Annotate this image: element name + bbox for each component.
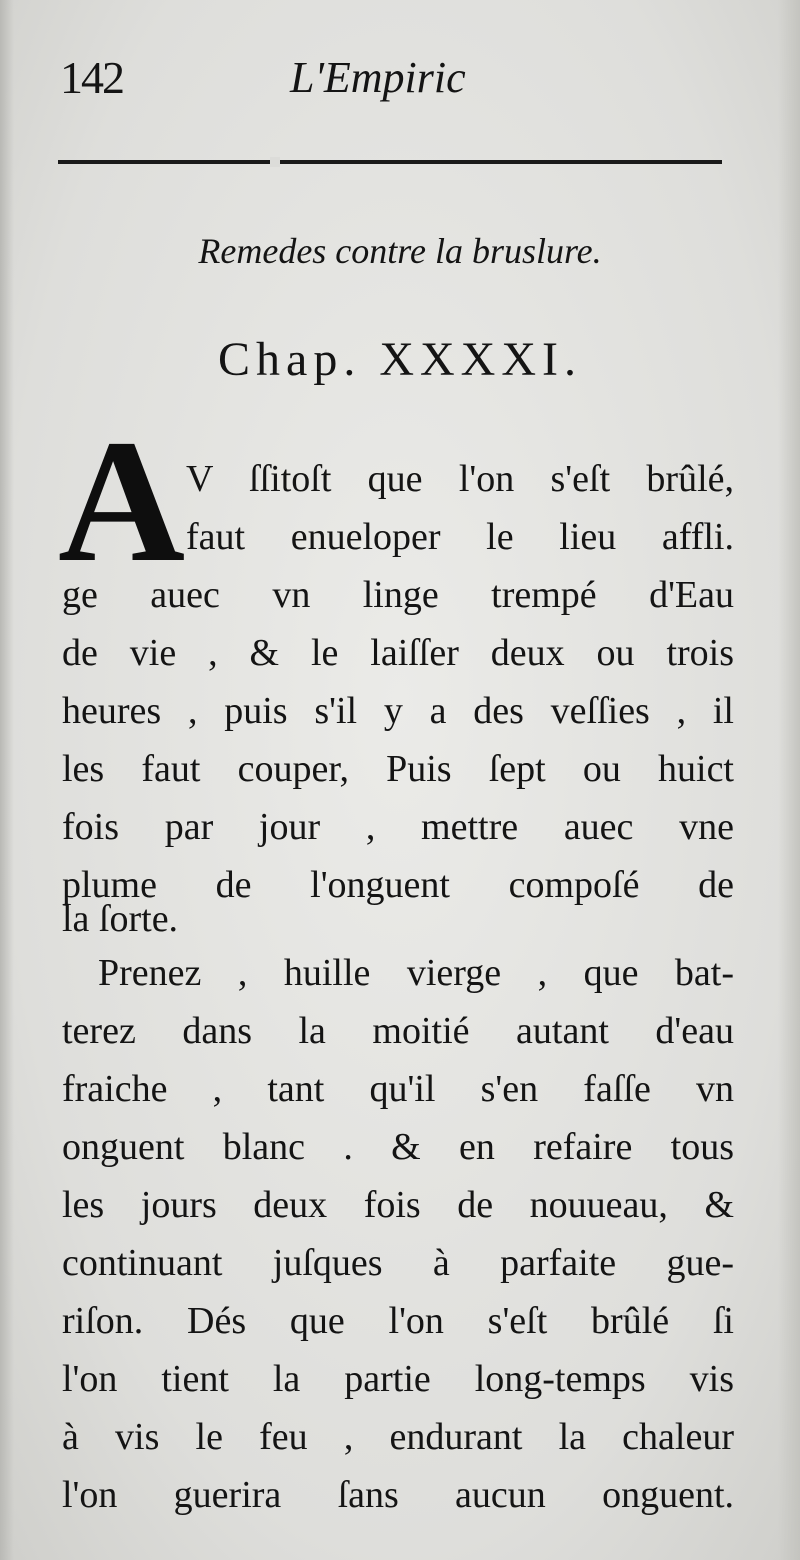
- text-line: à vis le feu , endurant la chaleur: [62, 1416, 734, 1458]
- text-line: faut enueloper le lieu affli.: [186, 516, 734, 558]
- text-line: plume de l'onguent compoſé de: [62, 864, 734, 906]
- header-rule: [58, 160, 722, 164]
- drop-cap: A: [58, 404, 186, 599]
- text-line: riſon. Dés que l'on s'eſt brûlé ſi: [62, 1300, 734, 1342]
- text-line: Prenez , huille vierge , que bat-: [98, 952, 734, 994]
- text-line: les jours deux fois de nouueau, &: [62, 1184, 734, 1226]
- text-line: continuant juſques à parfaite gue-: [62, 1242, 734, 1284]
- text-line: heures , puis s'il y a des veſſies , il: [62, 690, 734, 732]
- text-line: l'on guerira ſans aucun onguent.: [62, 1474, 734, 1516]
- text-line: onguent blanc . & en refaire tous: [62, 1126, 734, 1168]
- text-line: les faut couper, Puis ſept ou huict: [62, 748, 734, 790]
- text-line: terez dans la moitié autant d'eau: [62, 1010, 734, 1052]
- page-number: 142: [60, 52, 123, 103]
- running-head: [60, 48, 740, 108]
- page-edge-shadow-left: [0, 0, 14, 1560]
- text-line: de vie , & le laiſſer deux ou trois: [62, 632, 734, 674]
- text-line: fois par jour , mettre auec vne: [62, 806, 734, 848]
- text-line: la ſorte.: [62, 898, 179, 940]
- text-line: fraiche , tant qu'il s'en faſſe vn: [62, 1068, 734, 1110]
- page-edge-shadow-right: [778, 0, 800, 1560]
- text-line: V ſſitoſt que l'on s'eſt brûlé,: [186, 458, 734, 500]
- running-title: L'Empiric: [290, 53, 466, 102]
- chapter-heading: Chap. XXXXI.: [218, 333, 582, 386]
- text-line: l'on tient la partie long-temps vis: [62, 1358, 734, 1400]
- section-title: Remedes contre la bruslure.: [198, 231, 602, 271]
- text-line: ge auec vn linge trempé d'Eau: [62, 574, 734, 616]
